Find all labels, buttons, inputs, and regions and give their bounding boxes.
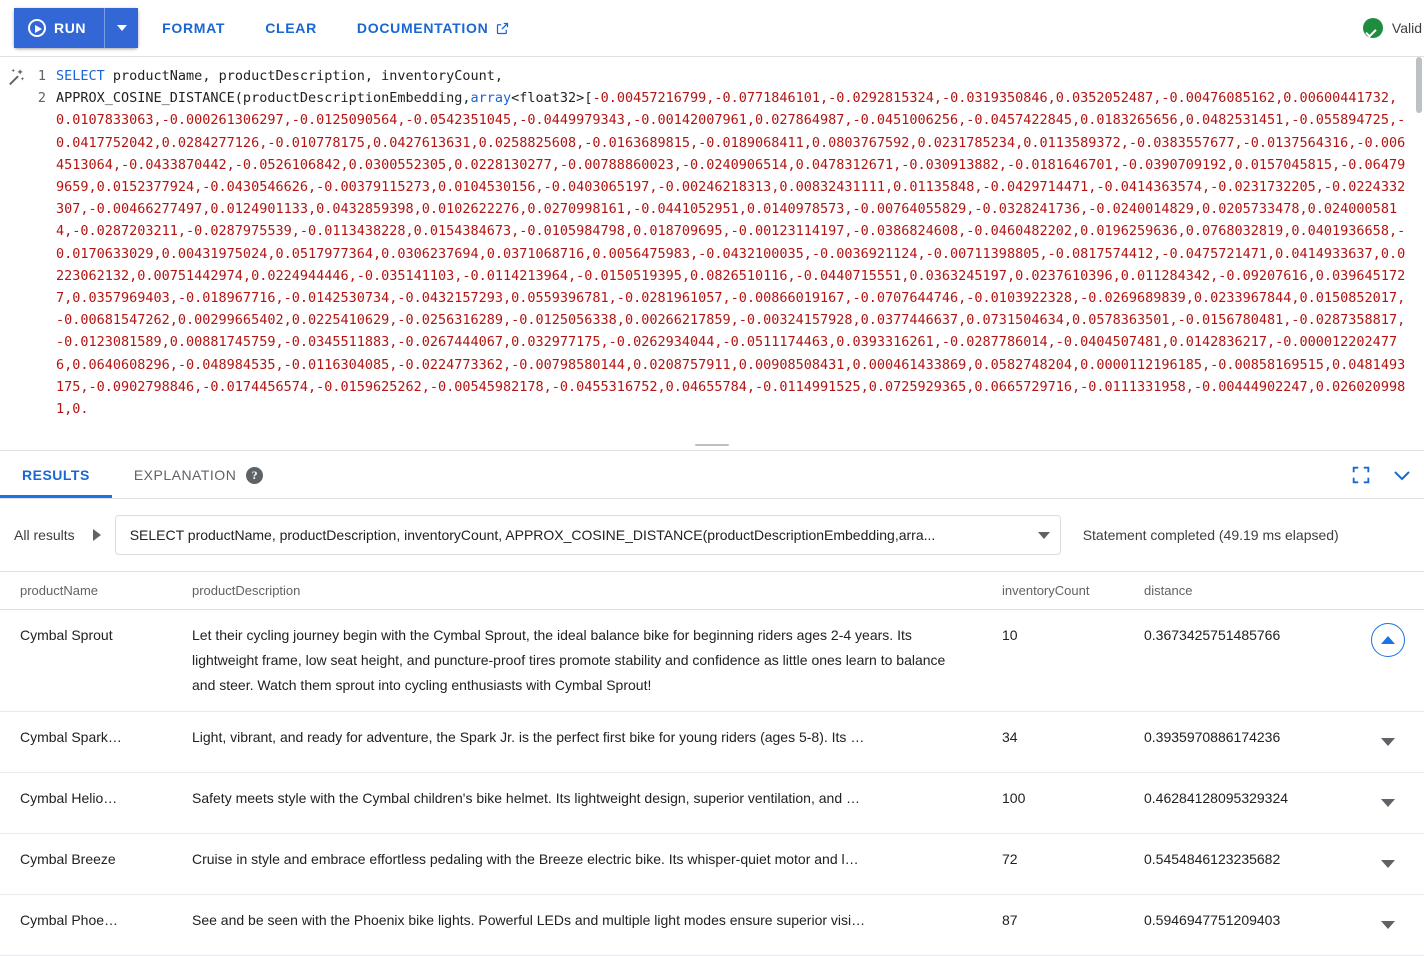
query-select[interactable]	[115, 515, 1061, 555]
column-header-inventorycount[interactable]: inventoryCount	[982, 572, 1124, 610]
run-button-label: RUN	[54, 20, 87, 36]
cell-productdescription: Light, vibrant, and ready for adventure, the Spark Jr. is the perfect first bike for young riders (ages 5-8). Its …	[172, 712, 982, 773]
table-row[interactable]	[0, 610, 1424, 712]
sql-keyword-select: SELECT	[56, 68, 105, 84]
statement-status: Statement completed (49.19 ms elapsed)	[1082, 527, 1339, 543]
cell-distance: 0.46284128095329324	[1124, 773, 1346, 834]
format-button[interactable]	[146, 12, 241, 44]
table-row[interactable]	[0, 712, 1424, 773]
sql-open-bracket: [	[584, 90, 593, 107]
sql-line1-rest: productName, productDescription, inventoryCount,	[104, 68, 504, 84]
cell-expand[interactable]	[1346, 610, 1424, 712]
fullscreen-icon[interactable]	[1350, 464, 1372, 486]
help-icon[interactable]: ?	[246, 467, 263, 484]
clear-button-label: CLEAR	[265, 20, 317, 36]
run-options-dropdown[interactable]	[104, 8, 138, 48]
clear-button[interactable]	[249, 12, 333, 44]
tab-explanation-label: EXPLANATION	[133, 466, 237, 483]
chevron-down-icon	[1381, 860, 1395, 868]
cell-productdescription: Safety meets style with the Cymbal children's bike helmet. Its lightweight design, superior ventilation, and …	[172, 773, 982, 834]
cell-productname: Cymbal Breeze	[0, 834, 172, 895]
results-tabs	[0, 451, 1424, 499]
magic-wand-icon[interactable]	[5, 65, 27, 87]
results-query-row	[0, 499, 1424, 571]
cell-distance: 0.3935970886174236	[1124, 712, 1346, 773]
sql-keyword-array: array	[470, 90, 512, 107]
play-icon	[28, 19, 46, 37]
table-row[interactable]	[0, 834, 1424, 895]
cell-expand[interactable]	[1346, 895, 1424, 956]
code-area[interactable]	[0, 57, 1424, 450]
query-select-value: SELECT productName, productDescription, inventoryCount, APPROX_COSINE_DISTANCE(productDescriptionEmbedding,arra...	[129, 527, 936, 543]
cell-productname: Cymbal Spark…	[0, 712, 172, 773]
all-results-label: All results	[14, 527, 75, 543]
row-collapse-button[interactable]	[1371, 623, 1405, 657]
sql-line2-prefix: APPROX_COSINE_DISTANCE(productDescriptionEmbedding,	[56, 90, 471, 107]
cell-distance: 0.5454846123235682	[1124, 834, 1346, 895]
chevron-down-icon	[1038, 532, 1050, 539]
cell-expand[interactable]	[1346, 834, 1424, 895]
documentation-link[interactable]	[341, 12, 526, 44]
line-number-gutter	[0, 65, 56, 450]
cell-productname: Cymbal Sprout	[0, 610, 172, 712]
row-expand-button[interactable]	[1371, 847, 1405, 881]
editor-toolbar	[0, 0, 1424, 56]
row-expand-button[interactable]	[1371, 908, 1405, 942]
check-circle-icon	[1363, 18, 1383, 38]
tab-results[interactable]	[0, 451, 112, 498]
editor-scrollbar[interactable]	[1414, 57, 1424, 450]
format-button-label: FORMAT	[162, 20, 226, 36]
cell-distance: 0.5946947751209403	[1124, 895, 1346, 956]
column-header-expand	[1346, 572, 1424, 610]
cell-productname: Cymbal Helio…	[0, 773, 172, 834]
row-expand-button[interactable]	[1371, 786, 1405, 820]
cell-expand[interactable]	[1346, 712, 1424, 773]
cell-inventorycount: 10	[982, 610, 1124, 712]
cell-inventorycount: 87	[982, 895, 1124, 956]
results-panel	[0, 450, 1424, 956]
external-link-icon	[495, 21, 510, 36]
cell-expand[interactable]	[1346, 773, 1424, 834]
cell-inventorycount: 100	[982, 773, 1124, 834]
chevron-down-icon	[117, 25, 127, 31]
documentation-label: DOCUMENTATION	[356, 20, 489, 36]
validity-label: Valid	[1391, 20, 1422, 36]
sql-editor[interactable]	[0, 56, 1424, 450]
cell-productdescription: Let their cycling journey begin with the Cymbal Sprout, the ideal balance bike for beginning riders ages 2-4 years. Its lightweight frame, low seat height, and puncture-proof tires promote stability and confidence as little ones learn to balance and steer. Watch them sprout into cycling enthusiasts with Cymbal Sprout!	[172, 610, 982, 712]
table-row[interactable]	[0, 773, 1424, 834]
line-number: 2	[37, 90, 46, 107]
all-results-breadcrumb[interactable]	[14, 527, 115, 543]
chevron-up-icon	[1381, 636, 1395, 644]
editor-scrollbar-thumb[interactable]	[1416, 57, 1422, 113]
run-button-group[interactable]	[14, 8, 138, 48]
chevron-right-icon	[93, 529, 101, 541]
chevron-down-icon	[1381, 738, 1395, 746]
cell-productdescription: Cruise in style and embrace effortless pedaling with the Breeze electric bike. Its whisper-quiet motor and l…	[172, 834, 982, 895]
cell-inventorycount: 72	[982, 834, 1124, 895]
tab-explanation[interactable]	[112, 451, 286, 498]
cell-inventorycount: 34	[982, 712, 1124, 773]
validity-status	[1363, 18, 1424, 38]
tab-results-label: RESULTS	[22, 466, 90, 483]
results-table	[0, 571, 1424, 956]
cell-productname: Cymbal Phoe…	[0, 895, 172, 956]
sql-code[interactable]	[56, 65, 1424, 450]
run-button[interactable]	[14, 8, 104, 48]
column-header-productdescription[interactable]: productDescription	[172, 572, 982, 610]
results-panel-controls	[1350, 451, 1414, 498]
row-expand-button[interactable]	[1371, 725, 1405, 759]
editor-resize-handle[interactable]	[0, 439, 1424, 450]
table-row[interactable]	[0, 895, 1424, 956]
cell-productdescription: See and be seen with the Phoenix bike lights. Powerful LEDs and multiple light modes ensure superior visi…	[172, 895, 982, 956]
table-header-row	[0, 572, 1424, 610]
chevron-down-icon	[1381, 921, 1395, 929]
collapse-panel-icon[interactable]	[1390, 463, 1414, 487]
cell-distance: 0.3673425751485766	[1124, 610, 1346, 712]
column-header-distance[interactable]: distance	[1124, 572, 1346, 610]
column-header-productname[interactable]: productName	[0, 572, 172, 610]
sql-embedding-values: -0.00457216799,-0.0771846101,-0.0292815324,-0.0319350846,0.0352052487,-0.00476085162,0.00600441732,0.0107833063,-0.000261306297,-0.0125090564,-0.0542351045,-0.0449979343,-0.00142007961,0.027864987,-0.0451006256,-0.0457422845,0.0183265656,0.0482531451,-0.055894725,-0.0417752042,0.0284277126,-0.010778175,0.0427613631,0.0258825608,-0.0163689815,-0.0189068411,0.0803767592,0.0231785234,0.0113589372,-0.0383557677,-0.0137564316,-0.0064513064,-0.0433870442,-0.0526106842,0.0300552305,0.0228130277,-0.00788860023,-0.0240906514,0.0478312671,-0.030913882,-0.0181646701,-0.0390709192,0.0157045815,-0.064799659,0.0152377924,-0.0430546626,-0.00379115273,0.0104530156,-0.0403065197,-0.00246218313,0.00832431111,0.01135848,-0.0429714471,-0.0414363574,-0.0231732205,-0.0224332307,-0.00466277497,0.0124901133,0.0432859398,0.0102622276,0.0270998161,-0.0441052951,0.0140978573,-0.00764055829,-0.0328241736,-0.0240014829,0.0205733478,0.0240005814,-0.0287203211,-0.0287975539,-0.0113438228,0.0154384673,-0.0105984798,0.018709695,-0.00123114197,-0.0386824608,-0.0460482202,0.0196259636,0.0768032819,0.0401936658,-0.0170633029,0.00431975024,0.0517977364,0.0306237694,0.0371068716,0.0056475983,-0.0432100035,-0.0036921124,-0.00711398805,-0.0817574412,-0.0475721471,0.0414933637,0.0223062132,0.00751442974,0.0224944446,-0.035141103,-0.0114213964,-0.0150519395,0.0826510116,-0.0440715551,0.0363245197,0.0237610396,0.011284342,-0.09207616,0.0396451727,0.0357969403,-0.018967716,-0.0142530734,-0.0432157293,0.0559396781,-0.0281961057,-0.00866019167,-0.0707644746,-0.0103922328,-0.0269689839,0.0233967844,0.0150852017,-0.00681547262,0.00299665402,0.0225410629,-0.0256316289,-0.0125056338,0.00266217859,-0.00324157928,0.0377446637,0.0731504634,0.0578363501,-0.0156780481,-0.0287358817,-0.0123081589,0.00881745759,-0.0345511883,-0.0267444067,0.032977175,-0.0262934044,-0.0511174463,0.0393316261,-0.0287786014,-0.0404507481,0.0142836217,-0.0000122024776,0.0640608296,-0.048984535,-0.0116304085,-0.0224773362,-0.00798580144,0.0208757911,0.00908508431,0.000461433869,0.0582748204,0.0000112196185,-0.00858169515,0.0481493175,-0.0902798846,-0.0174456574,-0.0159625262,-0.00545982178,-0.0455316752,0.04655784,-0.0114991525,0.0725929365,0.0665729716,-0.0111331958,-0.00444902247,0.0260209981,0.	[56, 90, 1406, 418]
chevron-down-icon	[1381, 799, 1395, 807]
line-number: 1	[37, 68, 46, 84]
sql-array-type: <float32>	[511, 90, 585, 107]
